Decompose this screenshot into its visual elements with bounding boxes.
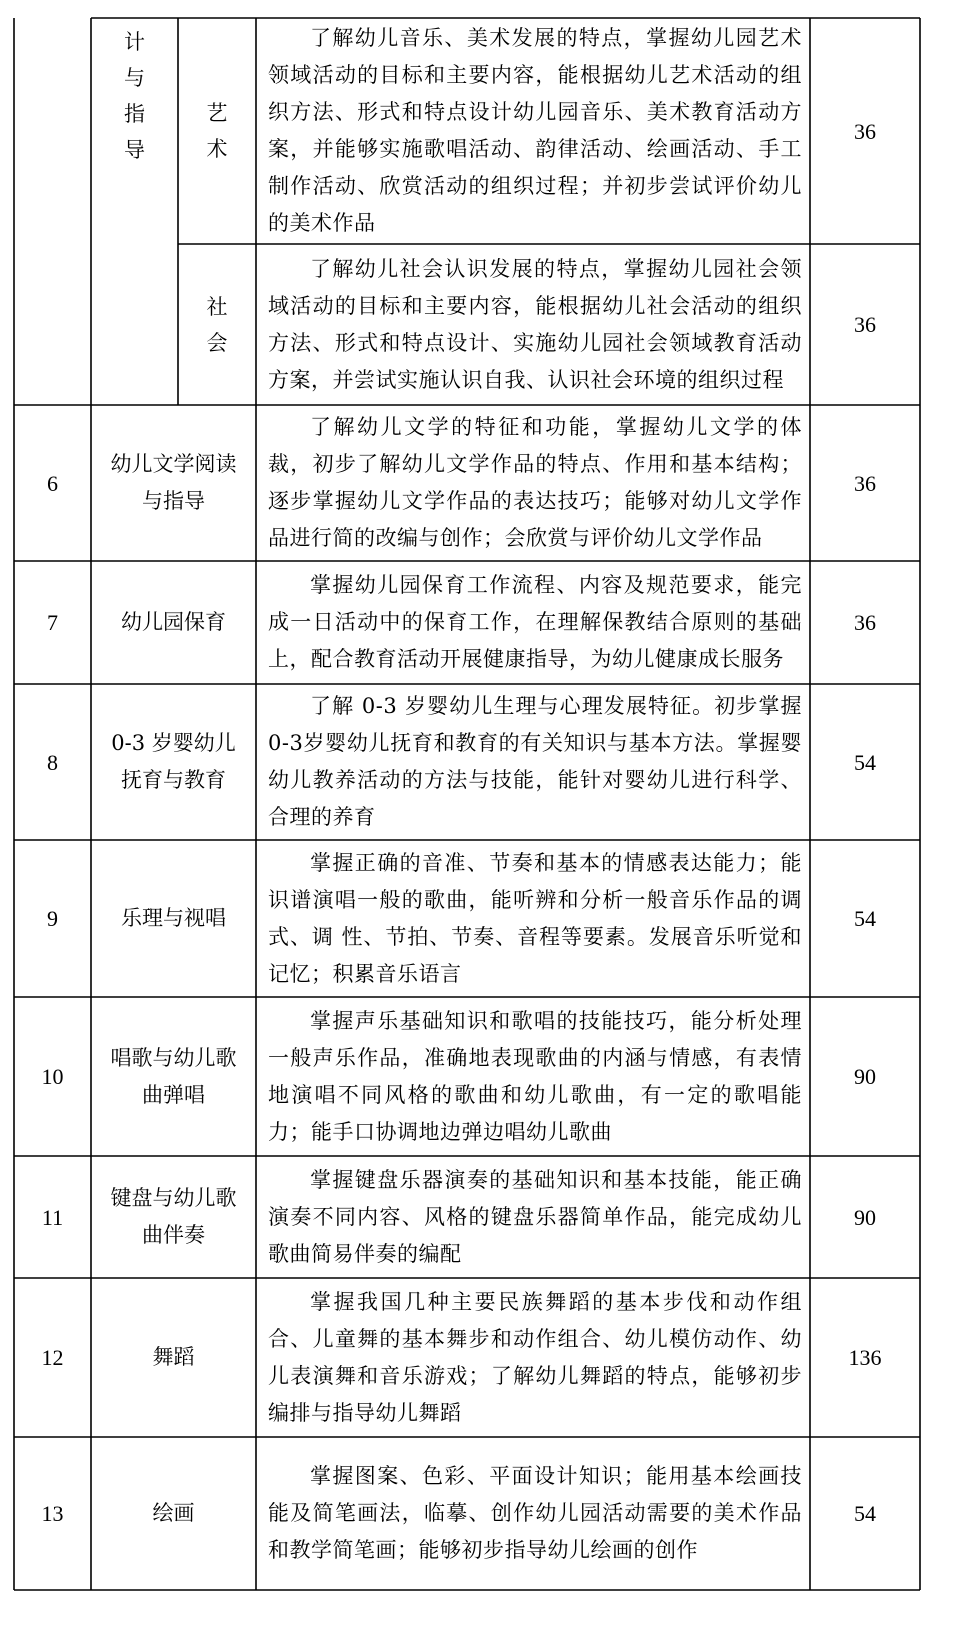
row-number-cell [14,1156,91,1278]
row-number-cell [14,1437,91,1590]
hours-value: 36 [854,312,876,337]
row-number: 6 [47,470,58,496]
course-name-cell [91,1156,256,1278]
row-number-cell [14,561,91,684]
hours-value: 36 [854,118,876,144]
subject-description: 了解幼儿音乐、美术发展的特点，掌握幼儿园艺术领域活动的目标和主要内容，能根据幼儿艺术活动的组织方法、形式和特点设计幼儿园音乐、美术教育活动方案，并能够实施歌唱活动、韵律活动、绘画活动、手工制作活动、欣赏活动的组织过程；并初步尝试评价幼儿的美术作品 [268,26,802,235]
hours-cell [810,1437,920,1590]
course-description-cell [256,561,810,684]
course-description-cell [256,405,810,561]
subject-name-char: 会 [206,330,228,355]
hours-cell [810,405,920,561]
row-number-cell [14,684,91,840]
course-description: 掌握图案、色彩、平面设计知识；能用基本绘画技能及简笔画法，临摹、创作幼儿园活动需要的美术作品和教学简笔画；能够初步指导幼儿绘画的创作 [268,1464,802,1562]
row-number: 11 [41,1204,64,1230]
course-name-cell [91,997,256,1156]
row-number: 9 [47,906,58,931]
course-name: 幼儿园保育 [121,610,226,634]
category-char: 导 [124,138,145,162]
hours-value: 54 [854,749,876,775]
hours-cell [810,840,920,997]
row-number: 8 [47,749,58,775]
category-cell [91,0,178,180]
hours-value: 90 [854,1204,876,1230]
course-name: 0-3 岁婴幼儿抚育与教育 [111,731,236,792]
row-number: 10 [41,1064,64,1089]
course-name: 键盘与幼儿歌曲伴奏 [110,1186,237,1247]
row-number: 12 [41,1345,64,1370]
row-number: 7 [47,610,58,635]
hours-cell [810,244,920,405]
course-description: 了解 0-3 岁婴幼儿生理与心理发展特征。初步掌握0-3岁婴幼儿抚育和教育的有关知识与基本方法。掌握婴幼儿教养活动的方法与技能，能针对婴幼儿进行科学、合理的养育 [268,694,802,829]
course-name: 绘画 [152,1501,195,1525]
hours-cell [810,18,920,244]
category-char: 与 [124,66,145,90]
row-number: 13 [41,1501,64,1526]
subject-name-cell [178,244,256,405]
course-name: 舞蹈 [152,1345,195,1369]
course-description-cell [256,1437,810,1590]
course-description: 掌握键盘乐器演奏的基础知识和基本技能，能正确演奏不同内容、风格的键盘乐器简单作品，能完成幼儿歌曲简易伴奏的编配 [268,1167,802,1266]
course-name-cell [91,840,256,997]
course-description: 掌握声乐基础知识和歌唱的技能技巧，能分析处理一般声乐作品，准确地表现歌曲的内涵与情感，有表情地演唱不同风格的歌曲和幼儿歌曲，有一定的歌唱能力；能手口协调地边弹边唱幼儿歌曲 [268,1008,802,1144]
course-description: 掌握我国几种主要民族舞蹈的基本步伐和动作组合、儿童舞的基本舞步和动作组合、幼儿模仿动作、幼儿表演舞和音乐游戏；了解幼儿舞蹈的特点，能够初步编排与指导幼儿舞蹈 [268,1289,802,1425]
course-name-cell [91,561,256,684]
course-description-cell [256,997,810,1156]
subject-name-cell [178,18,256,244]
subject-name-char: 社 [206,294,228,319]
row-number-cell [14,997,91,1156]
course-name: 唱歌与幼儿歌曲弹唱 [110,1045,237,1107]
hours-cell [810,1278,920,1437]
row-number-cell [14,840,91,997]
course-name-cell [91,1278,256,1437]
subject-name-char: 艺 [206,101,228,125]
hours-cell [810,997,920,1156]
row-number-cell [14,1278,91,1437]
hours-value: 90 [854,1064,876,1089]
course-description: 了解幼儿文学的特征和功能，掌握幼儿文学的体裁，初步了解幼儿文学作品的特点、作用和基本结构；逐步掌握幼儿文学作品的表达技巧；能够对幼儿文学作品进行简的改编与创作；会欣赏与评价幼儿文学作品 [268,415,802,550]
subject-name-char: 术 [206,137,228,161]
hours-cell [810,684,920,840]
course-description: 掌握正确的音准、节奏和基本的情感表达能力；能识谱演唱一般的歌曲，能听辨和分析一般音乐作品的调式、调 性、节拍、节奏、音程等要素。发展音乐听觉和记忆；积累音乐语言 [268,850,802,986]
subject-description-cell [256,18,810,244]
course-description-cell [256,1156,810,1278]
subject-description: 了解幼儿社会认识发展的特点，掌握幼儿园社会领域活动的目标和主要内容，能根据幼儿社会活动的组织方法、形式和特点设计、实施幼儿园社会领域教育活动方案，并尝试实施认识自我、认识社会环境的组织过程 [268,256,802,392]
hours-value: 36 [854,610,876,635]
hours-cell [810,1156,920,1278]
hours-value: 54 [854,1501,876,1526]
category-char: 计 [124,30,145,54]
subject-description-cell [256,244,810,405]
row-number-cell [14,405,91,561]
hours-value: 136 [848,1345,882,1370]
course-name: 幼儿文学阅读与指导 [110,452,237,513]
course-description-cell [256,1278,810,1437]
course-description-cell [256,840,810,997]
category-char: 指 [124,102,145,126]
hours-cell [810,561,920,684]
course-name-cell [91,1437,256,1590]
course-description: 掌握幼儿园保育工作流程、内容及规范要求，能完成一日活动中的保育工作，在理解保教结合原则的基础上，配合教育活动开展健康指导，为幼儿健康成长服务 [268,573,802,671]
course-name-cell [91,684,256,840]
course-description-cell [256,684,810,840]
course-name-cell [91,405,256,561]
hours-value: 54 [854,906,876,931]
hours-value: 36 [854,470,876,496]
course-name: 乐理与视唱 [121,906,226,930]
